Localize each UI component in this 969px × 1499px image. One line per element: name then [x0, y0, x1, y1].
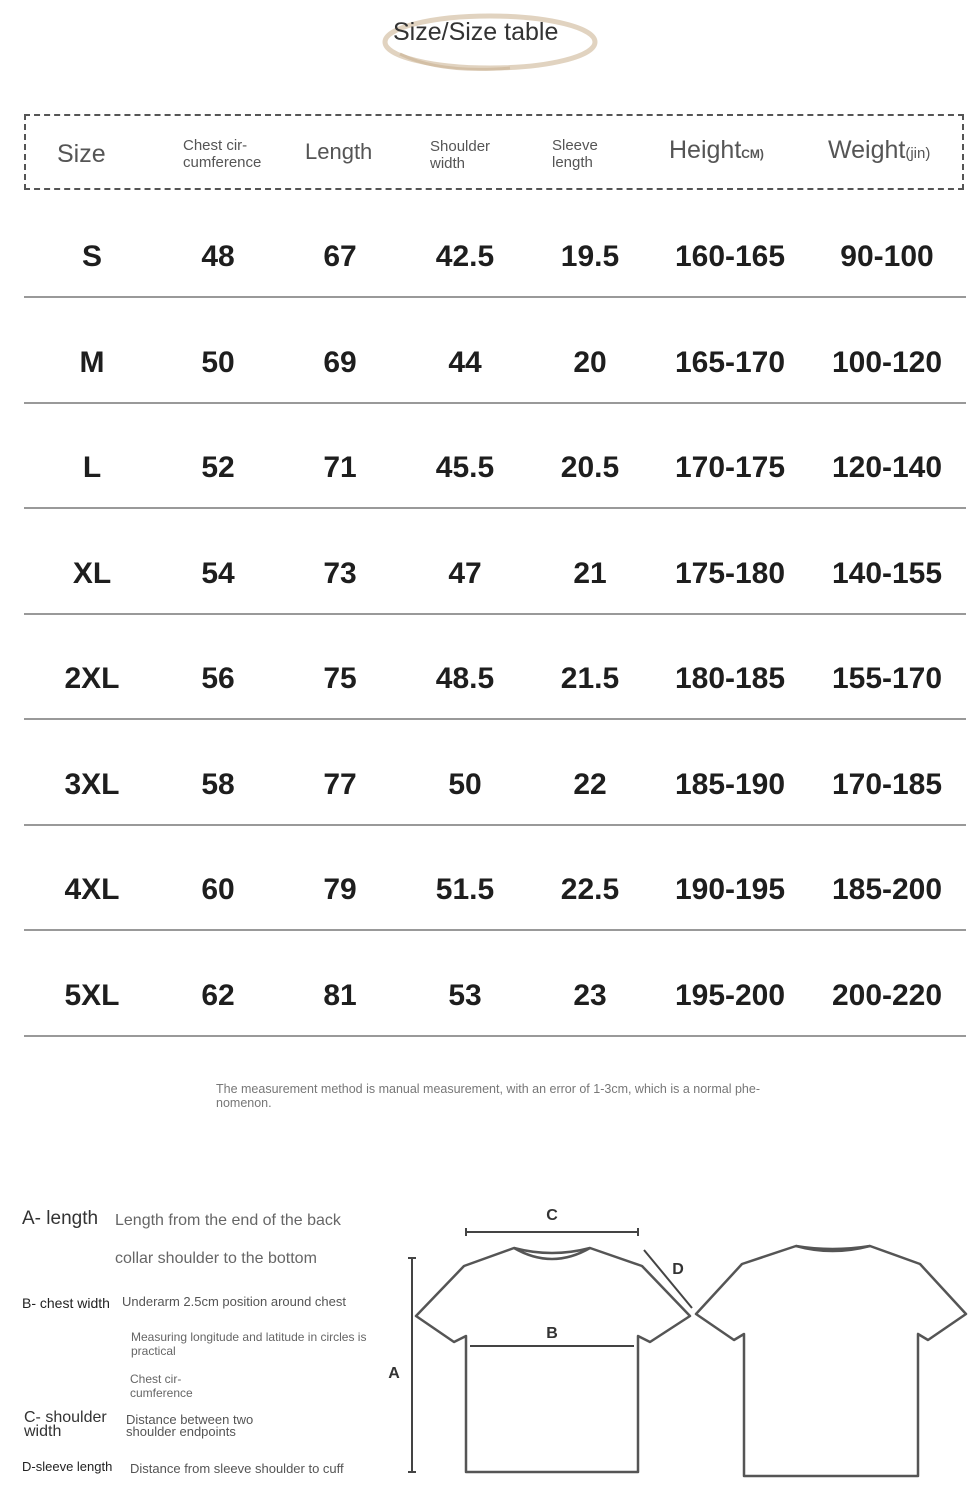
- header-size: Size: [57, 140, 106, 168]
- cell-height: 190-195: [674, 873, 786, 906]
- cell-weight: 90-100: [840, 240, 934, 273]
- cell-chest: 56: [201, 662, 235, 695]
- cell-shoulder: 44: [448, 345, 482, 379]
- legend-a-desc-1: Length from the end of the back: [115, 1212, 341, 1229]
- row-divider: [24, 296, 966, 298]
- cell-height: 180-185: [674, 662, 786, 695]
- tshirt-back-outline: [696, 1246, 966, 1476]
- table-header: [24, 114, 964, 190]
- cell-weight: 100-120: [831, 345, 943, 379]
- cell-weight: 155-170: [831, 662, 943, 695]
- cell-length: 69: [323, 345, 357, 379]
- cell-size: M: [79, 345, 105, 379]
- cell-height: 160-165: [674, 240, 786, 273]
- cell-weight: 140-155: [831, 556, 943, 590]
- cell-shoulder: 48.5: [435, 662, 495, 695]
- cell-size: 3XL: [64, 767, 120, 801]
- legend-d-desc: Distance from sleeve shoulder to cuff: [130, 1461, 344, 1476]
- legend-c-key: C- shoulder width: [24, 1409, 107, 1440]
- cell-sleeve: 21.5: [560, 662, 620, 695]
- cell-weight: 170-185: [831, 767, 943, 801]
- row-divider: [24, 929, 966, 931]
- cell-size: 2XL: [64, 662, 120, 695]
- cell-chest: 62: [201, 978, 235, 1012]
- cell-sleeve: 22.5: [560, 873, 620, 906]
- header-length: Length: [305, 139, 373, 164]
- cell-shoulder: 42.5: [435, 240, 495, 273]
- measurement-note: The measurement method is manual measurement, with an error of 1-3cm, which is a normal phe-nomenon.: [216, 1082, 760, 1110]
- legend-b-key: B- chest width: [22, 1295, 110, 1311]
- label-d: D: [672, 1261, 684, 1278]
- cell-sleeve: 20.5: [560, 451, 620, 484]
- row-divider: [24, 613, 966, 615]
- row-divider: [24, 718, 966, 720]
- header-weight: Weight(jin): [828, 136, 931, 164]
- cell-chest: 50: [201, 345, 235, 379]
- cell-shoulder: 45.5: [435, 451, 495, 484]
- cell-weight: 185-200: [831, 873, 943, 906]
- tshirt-diagram: [380, 1190, 969, 1490]
- cell-height: 170-175: [674, 451, 786, 484]
- label-a: A: [388, 1365, 400, 1382]
- row-divider: [24, 507, 966, 509]
- legend-c-desc: Distance between two shoulder endpoints: [126, 1412, 254, 1439]
- cell-shoulder: 51.5: [435, 873, 495, 906]
- cell-chest: 48: [201, 240, 235, 273]
- header-chest: Chest cir- cumference: [183, 137, 262, 171]
- header-height: HeightCM): [669, 136, 764, 164]
- cell-length: 75: [323, 662, 357, 695]
- legend-b-extra: Measuring longitude and latitude in circles is practical: [131, 1330, 367, 1358]
- cell-sleeve: 22: [573, 767, 607, 801]
- cell-length: 79: [323, 873, 357, 906]
- cell-height: 165-170: [674, 345, 786, 379]
- cell-shoulder: 50: [448, 767, 482, 801]
- page-title: Size/Size table: [393, 18, 559, 46]
- cell-weight: 200-220: [831, 978, 943, 1012]
- cell-size: XL: [72, 556, 112, 590]
- cell-chest: 54: [201, 556, 235, 590]
- legend-a-desc-2: collar shoulder to the bottom: [115, 1250, 317, 1267]
- row-divider: [24, 402, 966, 404]
- row-divider: [24, 1035, 966, 1037]
- cell-chest: 52: [201, 451, 235, 484]
- cell-length: 71: [323, 451, 357, 484]
- header-sleeve: Sleeve length: [552, 137, 598, 171]
- cell-weight: 120-140: [831, 451, 943, 484]
- cell-sleeve: 23: [573, 978, 607, 1012]
- cell-length: 73: [323, 556, 357, 590]
- cell-height: 175-180: [674, 556, 786, 590]
- label-c: C: [546, 1207, 558, 1224]
- legend-a-key: A- length: [22, 1208, 99, 1229]
- cell-sleeve: 21: [573, 556, 607, 590]
- cell-height: 185-190: [674, 767, 786, 801]
- cell-chest: 60: [201, 873, 235, 906]
- cell-length: 67: [323, 240, 357, 273]
- cell-size: 5XL: [64, 978, 120, 1012]
- cell-size: S: [81, 240, 103, 273]
- cell-length: 81: [323, 978, 357, 1012]
- cell-sleeve: 20: [573, 345, 607, 379]
- cell-length: 77: [323, 767, 357, 801]
- d-measure-line: [644, 1250, 692, 1308]
- legend-b-desc: Underarm 2.5cm position around chest: [122, 1294, 347, 1309]
- cell-chest: 58: [201, 767, 235, 801]
- label-b: B: [546, 1325, 558, 1342]
- cell-size: 4XL: [64, 873, 120, 906]
- cell-shoulder: 53: [448, 978, 482, 1012]
- cell-height: 195-200: [674, 978, 786, 1012]
- cell-shoulder: 47: [448, 556, 482, 590]
- cell-sleeve: 19.5: [560, 240, 620, 273]
- tshirt-front-outline: [416, 1248, 690, 1472]
- row-divider: [24, 824, 966, 826]
- cell-size: L: [82, 451, 102, 484]
- legend-d-key: D-sleeve length: [22, 1459, 113, 1474]
- header-shoulder: Shoulder width: [430, 138, 491, 172]
- legend-b-extra2: Chest cir- cumference: [130, 1372, 193, 1400]
